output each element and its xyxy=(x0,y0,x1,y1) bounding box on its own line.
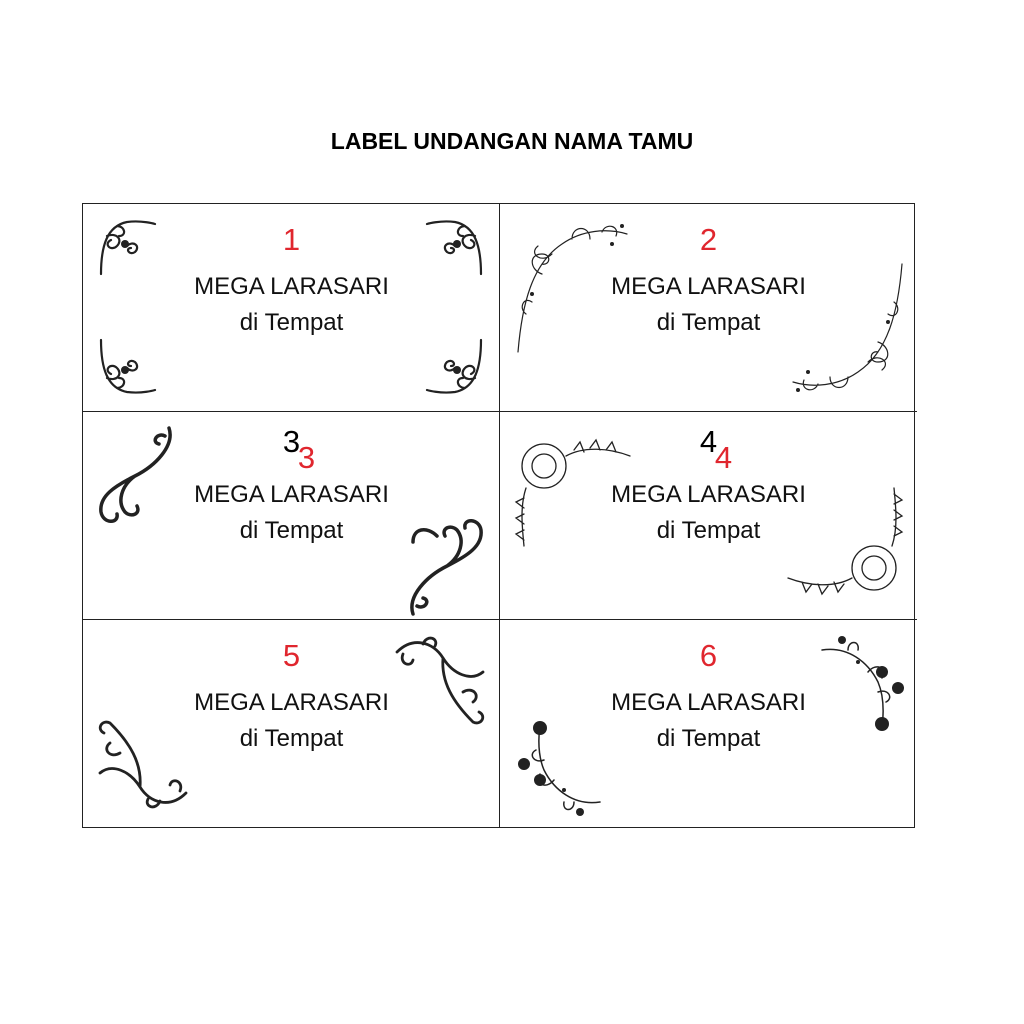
guest-name: MEGA LARASARI xyxy=(194,689,389,716)
label-number: 6 xyxy=(699,638,718,673)
page-title: LABEL UNDANGAN NAMA TAMU xyxy=(330,128,694,154)
label-card-4 xyxy=(500,412,917,620)
label-number: 3 xyxy=(297,440,316,475)
label-grid xyxy=(82,203,915,828)
label-number: 5 xyxy=(282,638,301,673)
label-card-6 xyxy=(500,620,917,828)
guest-name: MEGA LARASARI xyxy=(194,273,389,300)
label-number: 4 xyxy=(714,440,733,475)
label-number: 2 xyxy=(699,222,718,257)
guest-place: di Tempat xyxy=(656,309,761,336)
label-card-2 xyxy=(500,204,917,412)
label-number: 1 xyxy=(282,222,301,257)
label-number-black: 3 xyxy=(282,424,301,459)
label-card-5 xyxy=(83,620,500,828)
guest-name: MEGA LARASARI xyxy=(611,689,806,716)
guest-name: MEGA LARASARI xyxy=(194,481,389,508)
guest-place: di Tempat xyxy=(656,725,761,752)
label-number-black: 4 xyxy=(699,424,718,459)
guest-place: di Tempat xyxy=(239,725,344,752)
guest-place: di Tempat xyxy=(656,517,761,544)
label-card-3 xyxy=(83,412,500,620)
guest-place: di Tempat xyxy=(239,517,344,544)
corner-ornament-icon xyxy=(97,336,159,398)
corner-ornament-icon xyxy=(423,336,485,398)
label-card-1 xyxy=(83,204,500,412)
guest-name: MEGA LARASARI xyxy=(611,481,806,508)
guest-place: di Tempat xyxy=(239,309,344,336)
guest-name: MEGA LARASARI xyxy=(611,273,806,300)
